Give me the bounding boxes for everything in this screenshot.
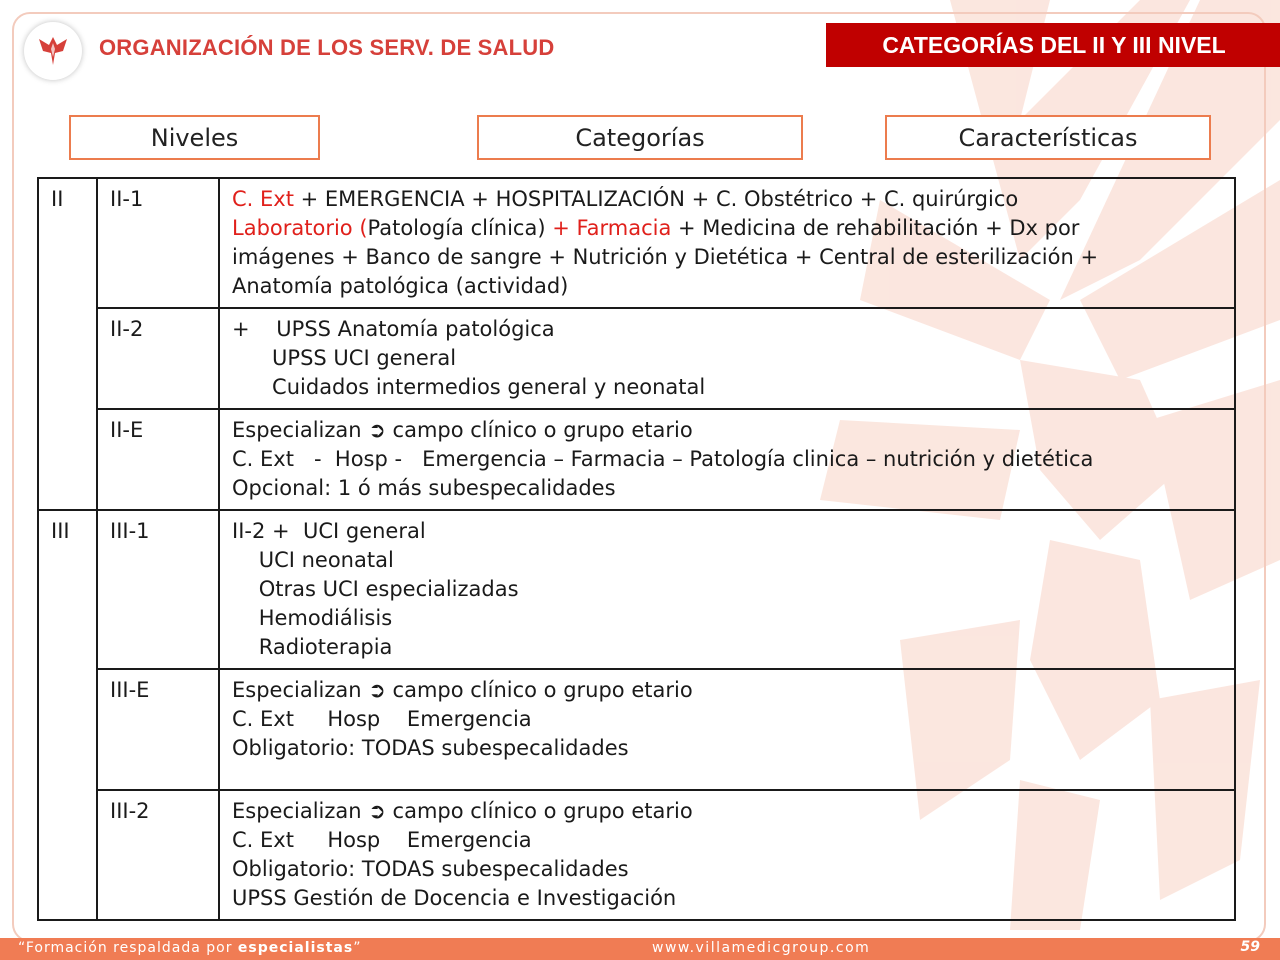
highlight-text: C. Ext: [232, 187, 294, 211]
table-row: [38, 409, 1235, 510]
category-banner: CATEGORÍAS DEL II Y III NIVEL: [826, 23, 1280, 67]
phoenix-logo-icon: [24, 22, 82, 80]
description-cell: [219, 178, 1235, 308]
table-row: [38, 790, 1235, 920]
column-header-categorias: Categorías: [477, 115, 803, 160]
text-segment: C. Ext Hosp Emergencia: [232, 828, 532, 852]
level-cell-III: III: [38, 510, 97, 920]
description-line: [232, 517, 1222, 546]
text-segment: Opcional: 1 ó más subespecalidades: [232, 476, 616, 500]
footer-bar: [0, 938, 1280, 960]
description-line: [232, 546, 1222, 575]
description-line: [232, 734, 1222, 763]
text-segment: Anatomía patológica (actividad): [232, 274, 569, 298]
text-segment: imágenes + Banco de sangre + Nutrición y Dietética + Central de esterilización +: [232, 245, 1099, 269]
description-line: [232, 705, 1222, 734]
text-segment: + Medicina de rehabilitación + Dx por: [671, 216, 1080, 240]
text-segment: Especializan ➲ campo clínico o grupo etario: [232, 418, 693, 442]
text-segment: Radioterapia: [232, 635, 393, 659]
description-line: [232, 344, 1222, 373]
text-segment: Patología clínica): [367, 216, 546, 240]
highlight-text: Laboratorio (: [232, 216, 368, 240]
description-line: [232, 416, 1222, 445]
text-segment: + UPSS Anatomía patológica: [232, 317, 555, 341]
table-row: [38, 178, 1235, 308]
text-segment: UCI neonatal: [232, 548, 394, 572]
levels-table: [37, 177, 1236, 921]
category-cell: III-2: [97, 790, 219, 920]
text-segment: Obligatorio: TODAS subespecalidades: [232, 736, 629, 760]
text-segment: Hemodiálisis: [232, 606, 393, 630]
description-line: [232, 185, 1222, 214]
table-row: [38, 510, 1235, 669]
category-cell: II-E: [97, 409, 219, 510]
description-line: [232, 676, 1222, 705]
description-line: [232, 474, 1222, 503]
description-line: [232, 826, 1222, 855]
text-segment: Otras UCI especializadas: [232, 577, 519, 601]
description-cell: [219, 308, 1235, 409]
category-cell: II-1: [97, 178, 219, 308]
description-line: [232, 633, 1222, 662]
description-line: [232, 855, 1222, 884]
text-segment: C. Ext - Hosp - Emergencia – Farmacia – Patología clinica – nutrición y dietética: [232, 447, 1094, 471]
level-cell-II: II: [38, 178, 97, 510]
description-line: [232, 373, 1222, 402]
text-segment: Especializan ➲ campo clínico o grupo etario: [232, 799, 693, 823]
description-line: [232, 315, 1222, 344]
description-cell: [219, 510, 1235, 669]
footer-website: www.villamedicgroup.com: [652, 940, 871, 956]
description-line: [232, 272, 1222, 301]
column-header-caracteristicas: Características: [885, 115, 1211, 160]
description-line: [232, 214, 1222, 243]
page-number: 59: [1240, 939, 1260, 955]
text-segment: UPSS Gestión de Docencia e Investigación: [232, 886, 677, 910]
text-segment: Especializan ➲ campo clínico o grupo etario: [232, 678, 693, 702]
description-cell: [219, 409, 1235, 510]
description-line: [232, 445, 1222, 474]
description-line: [232, 797, 1222, 826]
description-cell: [219, 790, 1235, 920]
description-line: [232, 884, 1222, 913]
text-segment: II-2 + UCI general: [232, 519, 426, 543]
table-row: [38, 669, 1235, 790]
text-segment: Cuidados intermedios general y neonatal: [232, 375, 706, 399]
text-segment: C. Ext Hosp Emergencia: [232, 707, 532, 731]
description-cell: [219, 669, 1235, 790]
category-cell: III-1: [97, 510, 219, 669]
category-cell: II-2: [97, 308, 219, 409]
description-line: [232, 243, 1222, 272]
text-segment: UPSS UCI general: [232, 346, 457, 370]
category-cell: III-E: [97, 669, 219, 790]
text-segment: Obligatorio: TODAS subespecalidades: [232, 857, 629, 881]
description-line: [232, 604, 1222, 633]
description-line: [232, 575, 1222, 604]
highlight-text: + Farmacia: [545, 216, 672, 240]
page-title: ORGANIZACIÓN DE LOS SERV. DE SALUD: [99, 35, 555, 60]
footer-slogan: “Formación respaldada por especialistas”: [18, 940, 362, 956]
table-row: [38, 308, 1235, 409]
text-segment: + EMERGENCIA + HOSPITALIZACIÓN + C. Obstétrico + C. quirúrgico: [293, 187, 1019, 211]
column-header-niveles: Niveles: [69, 115, 320, 160]
